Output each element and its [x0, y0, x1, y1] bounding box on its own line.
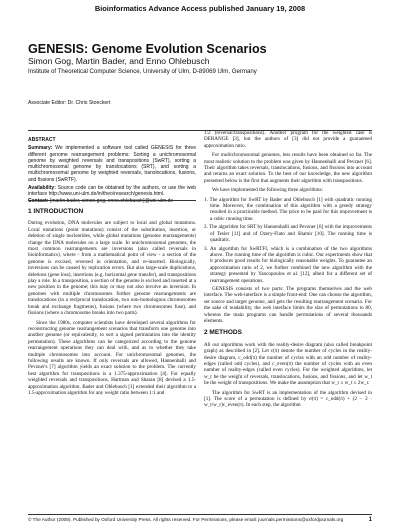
affiliation: Institute of Theoretical Computer Science, University of Ulm, D-89069 Ulm, Germany	[28, 68, 257, 75]
algorithm-list-item-2: 2. The algorithm for SRT by Hannenhalli and Pevzner [6] with the improvements of Tesler [11] and of Ozery-Flato and Shamir [10]. The running time is quadratic.	[204, 224, 372, 244]
right-paragraph-2: For multichromosomal genomes, less results have been obtained so far. The most realistic solution to the problem was given by Hannenhalli and Pevzner [6]. Their algorithm takes reversals, translocations, fusions, and fissions into account and returns an exact solution. To the best of our knowledge, the new algorithm presented below is the first that augments their algorithm with transpositions.	[204, 152, 372, 184]
methods-heading: 2 METHODS	[204, 329, 242, 337]
copyright-notice: © The Author (2008). Published by Oxford University Press. All rights reserved. For Permissions, please email: journals.permissions@oxfordjournals.org	[28, 517, 344, 522]
left-column	[28, 203, 196, 399]
algorithm-list-item-1: 1. The algorithm for SwRT by Bader and Ohlebusch [1] with quadratic running time. Moreover, the combination of this algorithm with a greedy strategy resulted in a practicable method. The price to be paid for this improvement is a cubic running time.	[204, 196, 372, 222]
abstract-heading: ABSTRACT	[28, 137, 56, 143]
summary-label: Summary:	[28, 145, 53, 152]
right-paragraph-1: 1:2 (reversal:transpositions). Another program for the weighted case is DERANGE [3], but the authors of [3] did not provide a guaranteed approximation ratio.	[204, 130, 372, 149]
right-paragraph-4: GENESIS consists of two parts: The programs themselves and the web interface. The web-interface is a simple front-end: One can choose the algorithm, set source and target genome, and gets the resulting rearrangement scenario. For the sake of readability, the web interface limits the size of permutations to 80, whereas the main programs can handle permutations of several thousands elements.	[204, 285, 372, 324]
associate-editor: Associate Editor: Dr. Chris Stoeckert	[28, 100, 111, 106]
right-paragraph-3: We have implemented the following three algorithms:	[212, 187, 323, 194]
abstract	[28, 137, 196, 204]
methods-paragraph-2: The algorithm for SwRT is an implementation of the algorithm devised in [1]. The score of a permutation is defined by σ(π) = c_odd(π) + (2 − 2 · w_t/w_r)c_even(π). In each step, the algorithm	[204, 389, 372, 409]
algorithm-list-item-3: 3. An algorithm for SwRTFI, which is a combination of the two algorithms above. The running time of the algorithm is cubic. Our experiments show that it produces good results for biologically reasonable weights. To guarantee an approximation ratio of 2, we further combined the new algorithm with the strategy presented by Yancopoulos et al. [12], albeit for a different set of rearrangement operations.	[204, 245, 372, 284]
abstract-bottom-rule	[28, 200, 196, 201]
availability-label: Availability:	[28, 185, 56, 192]
contact-label: Contact:	[28, 197, 49, 204]
availability-text: Source code can be obtained by the authors, or use the web interface http://www.uni-ulm.de/in/theo/research/genesis.html.	[28, 185, 197, 198]
summary-text: We implemented a software tool called GENESIS for three different genome rearrangement problems: Sorting a unichromosomal genome by weighted reversals and transpositions (SwRT), sorting a multichromosomal genome by translocations (SRT), and sorting a multichromosomal genome by weighted reversals, translocations, fusions, and fissions (SwRTF).	[28, 145, 196, 183]
authors: Simon Gog, Martin Bader, and Enno Ohlebusch	[28, 56, 210, 66]
introduction-heading: 1 INTRODUCTION	[28, 208, 84, 215]
methods-paragraph-1: All our algorithms work with the reality-desire diagram (also called breakpoint graph) as described in [2]. Let c(π) denote the number of cycles in the reality-desire diagram, c_odd(π) the number of cycles with an odd number of reality-edges (called odd cycles), and c_even(π) the number of cycles with an even number of reality-edges (called even cycles). For the weighted algorithms, let w_r be the weight of reversals, translocations, fusions, and fissions, and let w_t be the weight of transpositions. We make the assumption that w_r ≤ w_t ≤ 2w_r.	[204, 341, 372, 387]
right-column	[204, 130, 372, 412]
journal-header: Bioinformatics Advance Access published January 19, 2008	[94, 4, 306, 13]
paper-title: GENESIS: Genome Evolution Scenarios	[28, 42, 267, 56]
intro-paragraph-2: Since the 1980s, computer scientists have developed several algorithms for reconstructing genome rearrangement scenarios that transform one genome into another genome (or equivalently, to sort a signed permutation into the identity permutation). These algorithms can be categorized according to the genome rearrangement operations they can deal with, and as to whether they take multiple chromosomes into account. For unichromosomal genomes, the following results are known. If only reversals are allowed, Hannenhalli and Pevzner's [7] algorithm yields an exact solution to the problem. The currently best algorithm for transpositions is a 1.375-approximation [4]. For equally weighted reversals and transpositions, Hartman and Sharan [8] devised a 1.5-approximation algorithm. Bader and Ohlebusch [1] extended their algorithm to a 1.5-approximation algorithm for any weight ratio between 1:1 and	[28, 319, 196, 396]
page-number: 1	[368, 517, 372, 523]
contact-text: {martin.bader, simon.gog, enno.ohlebusch}@uni-ulm.de	[49, 197, 174, 204]
footer	[28, 514, 372, 523]
intro-paragraph-1: During evolution, DNA molecules are subject to local and global mutations. Local mutations (point mutations) consist of the substitution, insertion, or deletion of single nucleotides, while global mutations (genome rearrangements) change the DNA molecules on a large scale. In unichromosomal genomes, the most common rearrangements are inversions (also called reversals in bioinformatics), where - from a mathematical point of view - a section of the genome is excised, reversed in orientation, and re-inserted. Biologically, inversions can be caused by replication errors. But also large-scale duplications, deletions (gene loss), insertions (e.g. horizontal gene transfer), and transpositions play a role. In a transposition, a section of the genome is excised and inserted at a new position in the genome; this may or may not also involve an inversion. In genomes with multiple chromosomes further genome rearrangements are translocations (in a reciprocal translocation, two non-homologous chromosomes break and exchange fragments), fusions (where two chromosomes fuse), and fissions (where a chromosome breaks into two parts).	[28, 220, 196, 317]
